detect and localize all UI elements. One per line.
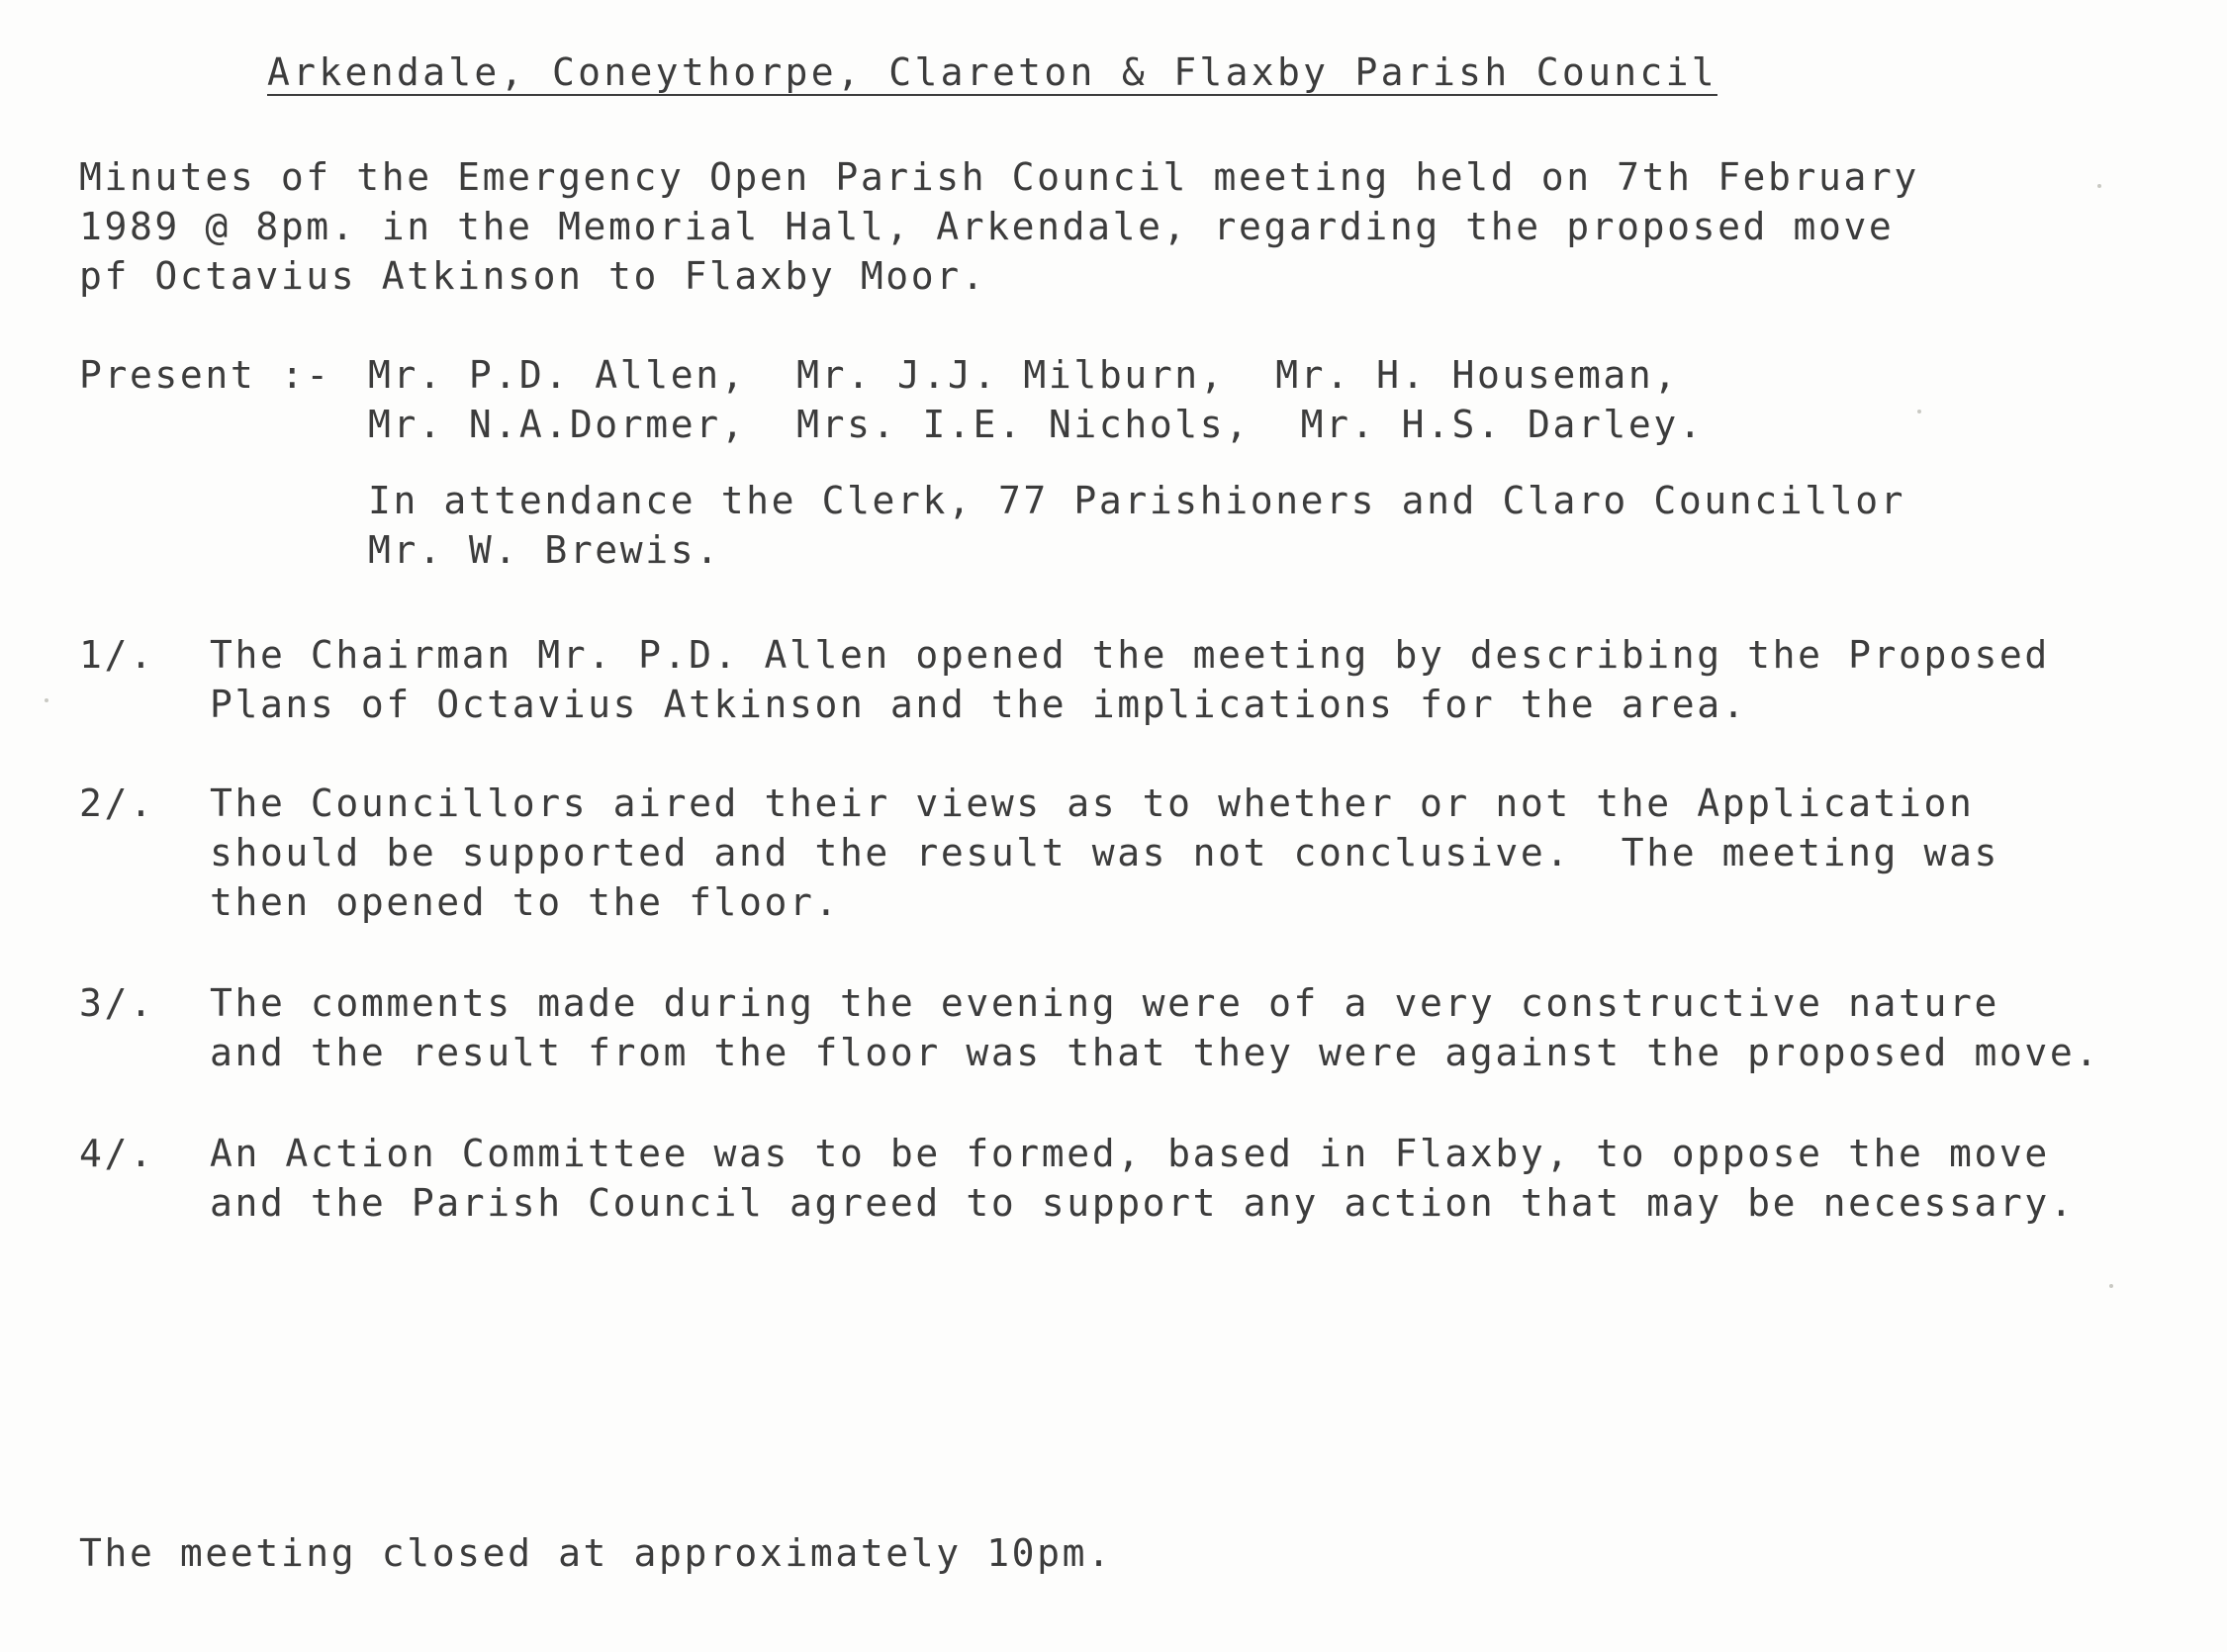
item-line: should be supported and the result was not conclusive. The meeting was <box>210 831 1999 874</box>
present-list <box>368 350 1704 449</box>
item-number: 1/. <box>79 633 155 677</box>
attendance-line: In attendance the Clerk, 77 Parishioners and Claro Councillor <box>368 479 1906 522</box>
item-line: Plans of Octavius Atkinson and the implications for the area. <box>210 683 1748 726</box>
item-number: 4/. <box>79 1132 155 1175</box>
item-line: An Action Committee was to be formed, based in Flaxby, to oppose the move <box>210 1132 2050 1175</box>
item-line: and the result from the floor was that they were against the proposed move. <box>210 1031 2100 1074</box>
item-line: then opened to the floor. <box>210 880 840 924</box>
intro-line: pf Octavius Atkinson to Flaxby Moor. <box>79 254 987 298</box>
present-label: Present :- <box>79 353 331 397</box>
item-text <box>210 1129 2075 1228</box>
intro-line: Minutes of the Emergency Open Parish Council meeting held on 7th February <box>79 155 1919 199</box>
item-number: 3/. <box>79 981 155 1025</box>
present-line: Mr. P.D. Allen, Mr. J.J. Milburn, Mr. H. Houseman, <box>368 353 1679 397</box>
item-number: 2/. <box>79 781 155 825</box>
intro-paragraph <box>79 152 1919 301</box>
present-line: Mr. N.A.Dormer, Mrs. I.E. Nichols, Mr. H.S. Darley. <box>368 403 1705 446</box>
paper-speck <box>45 698 48 702</box>
item-line: The Councillors aired their views as to whether or not the Application <box>210 781 1975 825</box>
paper-speck <box>2109 1284 2113 1288</box>
item-text <box>210 978 2100 1077</box>
item-text <box>210 630 2050 729</box>
item-line: and the Parish Council agreed to support any action that may be necessary. <box>210 1181 2076 1225</box>
closing-line: The meeting closed at approximately 10pm. <box>79 1531 1113 1575</box>
item-line: The comments made during the evening were of a very constructive nature <box>210 981 1999 1025</box>
item-text <box>210 779 1999 927</box>
paper-speck <box>2097 184 2101 188</box>
attendance-line: Mr. W. Brewis. <box>368 528 721 572</box>
document-title: Arkendale, Coneythorpe, Clareton & Flaxby Parish Council <box>267 50 1717 94</box>
item-line: The Chairman Mr. P.D. Allen opened the meeting by describing the Proposed <box>210 633 2050 677</box>
attendance-paragraph <box>368 476 1905 575</box>
intro-line: 1989 @ 8pm. in the Memorial Hall, Arkendale, regarding the proposed move <box>79 205 1895 248</box>
paper-speck <box>1917 410 1921 413</box>
